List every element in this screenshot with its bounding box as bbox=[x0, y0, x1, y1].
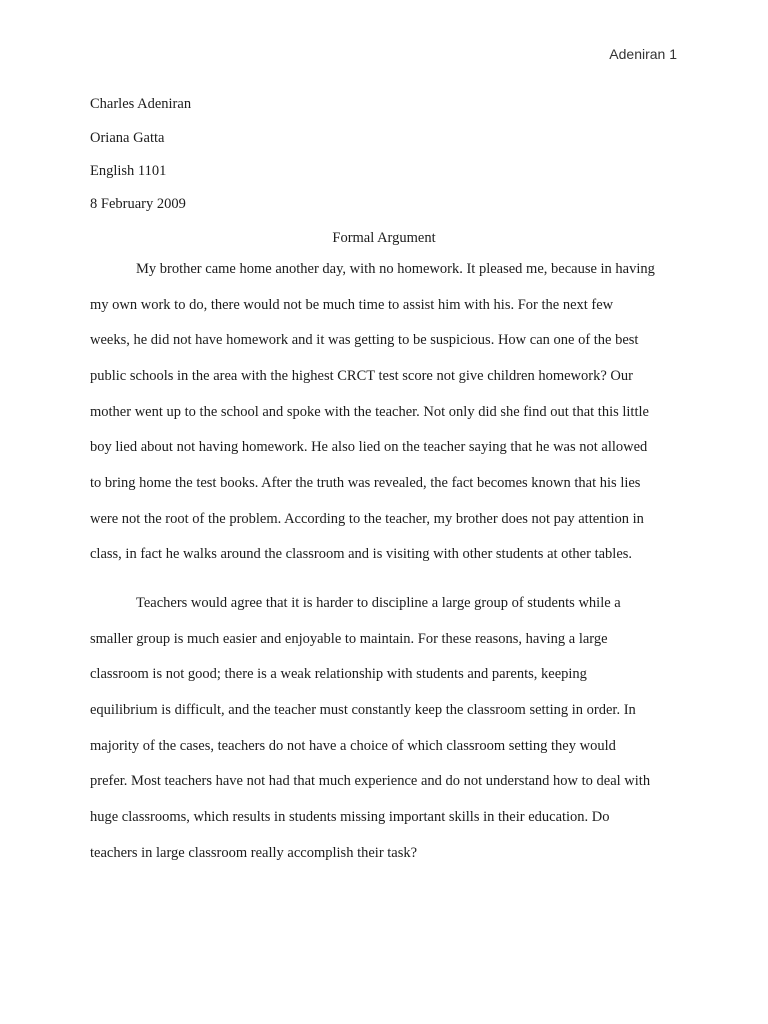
date-line: 8 February 2009 bbox=[90, 196, 186, 212]
paragraph-line: Teachers would agree that it is harder to discipline a large group of students while a bbox=[136, 595, 621, 611]
paragraph-line: public schools in the area with the highest CRCT test score not give children homework? Our bbox=[90, 368, 633, 384]
essay-title: Formal Argument bbox=[332, 230, 436, 246]
paragraph-line: teachers in large classroom really accomplish their task? bbox=[90, 845, 418, 861]
paragraph-line: weeks, he did not have homework and it was getting to be suspicious. How can one of the best bbox=[90, 332, 639, 348]
course-name: English 1101 bbox=[90, 163, 167, 179]
paragraph-line: classroom is not good; there is a weak relationship with students and parents, keeping bbox=[90, 666, 587, 682]
paragraph-line: my own work to do, there would not be much time to assist him with his. For the next few bbox=[90, 297, 614, 313]
paragraph-line: huge classrooms, which results in students missing important skills in their education. Do bbox=[90, 809, 610, 825]
paragraph-line: majority of the cases, teachers do not have a choice of which classroom setting they would bbox=[90, 738, 616, 754]
paragraph-line: My brother came home another day, with no homework. It pleased me, because in having bbox=[136, 261, 655, 277]
paragraph-line: to bring home the test books. After the truth was revealed, the fact becomes known that his lies bbox=[90, 475, 641, 491]
paragraph-line: class, in fact he walks around the classroom and is visiting with other students at other tables. bbox=[90, 546, 633, 562]
paragraph-line: were not the root of the problem. According to the teacher, my brother does not pay attention in bbox=[90, 511, 644, 527]
paragraph-line: prefer. Most teachers have not had that much experience and do not understand how to deal with bbox=[90, 773, 651, 789]
instructor-name: Oriana Gatta bbox=[90, 130, 165, 146]
paragraph-line: mother went up to the school and spoke with the teacher. Not only did she find out that this little bbox=[90, 404, 649, 420]
paragraph-line: smaller group is much easier and enjoyable to maintain. For these reasons, having a large bbox=[90, 631, 608, 647]
paragraph-line: equilibrium is difficult, and the teacher must constantly keep the classroom setting in order. In bbox=[90, 702, 636, 718]
author-name: Charles Adeniran bbox=[90, 96, 192, 112]
running-head: Adeniran 1 bbox=[609, 46, 677, 62]
paragraph-line: boy lied about not having homework. He also lied on the teacher saying that he was not allowed bbox=[90, 439, 648, 455]
